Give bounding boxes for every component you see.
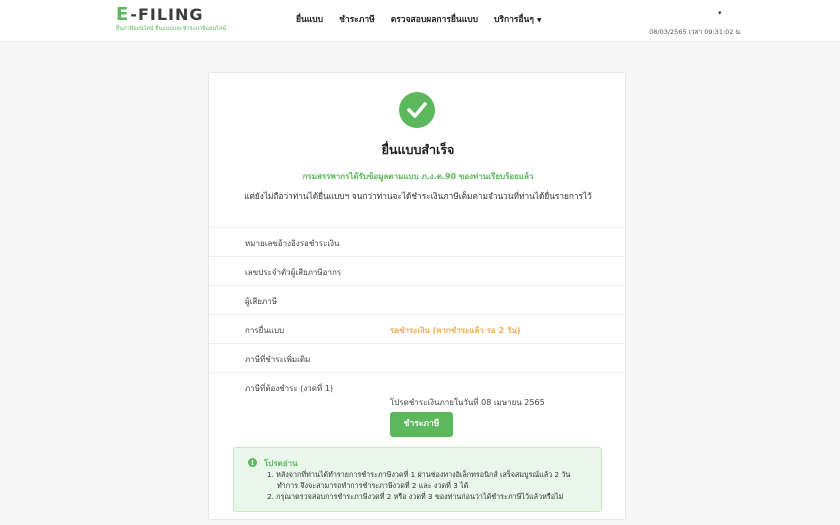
detail-row-reference (209, 227, 627, 256)
detail-row-taxpayer (209, 285, 627, 314)
logo-wordmark (116, 4, 226, 25)
main-nav (296, 12, 558, 26)
logo-title: FILING (137, 5, 204, 24)
payment-note: แต่ยังไม่ถือว่าท่านได้ยื่นแบบฯ จนกว่าท่านจะได้ชำระเงินภาษีเต็มตามจำนวนที่ท่านได้ยื่นรายการไว้ (244, 191, 592, 201)
success-check-icon (399, 92, 435, 128)
logo-subtitle: ยื่นภาษีออนไลน์ ยื่นแบบและชำระภาษีออนไลน์ (116, 26, 227, 32)
detail-row-filing-status (209, 314, 627, 343)
nav-check-status[interactable]: ตรวจสอบผลการยื่นแบบ (390, 15, 478, 25)
nav-pay-tax[interactable]: ชำระภาษี (339, 15, 375, 25)
pay-tax-button[interactable]: ชำระภาษี (390, 412, 453, 437)
detail-label: ภาษีที่ชำระเพิ่มเติม (245, 355, 311, 364)
detail-label: ผู้เสียภาษี (245, 297, 278, 306)
detail-label: ภาษีที่ต้องชำระ (งวดที่ 1) (245, 384, 334, 393)
detail-label: การยื่นแบบ (245, 326, 285, 335)
nav-other-services-label: บริการอื่นๆ (493, 15, 534, 25)
logo-e-icon: E (116, 4, 130, 25)
detail-row-tax-id (209, 256, 627, 285)
nav-file-return[interactable]: ยื่นแบบ (296, 15, 324, 25)
efiling-logo[interactable] (116, 4, 227, 33)
user-menu-caret-icon[interactable]: ▾ (718, 9, 722, 17)
detail-label: เลขประจำตัวผู้เสียภาษีอากร (245, 268, 342, 277)
payment-due-note: โปรดชำระเงินภายในวันที่ 08 เมษายน 2565 (390, 398, 545, 407)
detail-row-additional-tax (209, 343, 627, 372)
chevron-down-icon: ▼ (536, 17, 542, 24)
alert-title: โปรดอ่าน (264, 459, 298, 468)
current-datetime: 08/03/2565 เวลา 09:31:02 น. (649, 28, 742, 36)
alert-item: 2. กรุณาตรวจสอบการชำระภาษีงวดที่ 2 หรือ งวดที่ 3 ของท่านก่อนว่าได้ชำระภาษีไว้แล้วหรือไม่ (267, 492, 564, 501)
info-icon: i (248, 458, 257, 467)
filing-status-badge: รอชำระเงิน (หากชำระแล้ว รอ 2 วัน) (390, 326, 521, 335)
page-title: ยื่นแบบสำเร็จ (381, 142, 455, 157)
nav-other-services[interactable] (494, 12, 542, 26)
alert-item: ทำการ จึงจะสามารถทำการชำระภาษีงวดที่ 2 และ งวดที่ 3 ได้ (277, 481, 469, 490)
logo-dash: - (130, 5, 138, 24)
top-navbar (0, 0, 840, 42)
success-message: กรมสรรพากรได้รับข้อมูลตามแบบ ภ.ง.ด.90 ของท่านเรียบร้อยแล้ว (302, 172, 534, 181)
submission-result-card (208, 72, 626, 520)
detail-label: หมายเลขอ้างอิงรอชำระเงิน (245, 239, 340, 248)
info-alert (233, 447, 602, 512)
alert-item: 1. หลังจากที่ท่านได้ทำรายการชำระภาษีงวดที่ 1 ผ่านช่องทางอิเล็กทรอนิกส์ เสร็จสมบูรณ์แล้ว 2 วัน (267, 470, 571, 479)
